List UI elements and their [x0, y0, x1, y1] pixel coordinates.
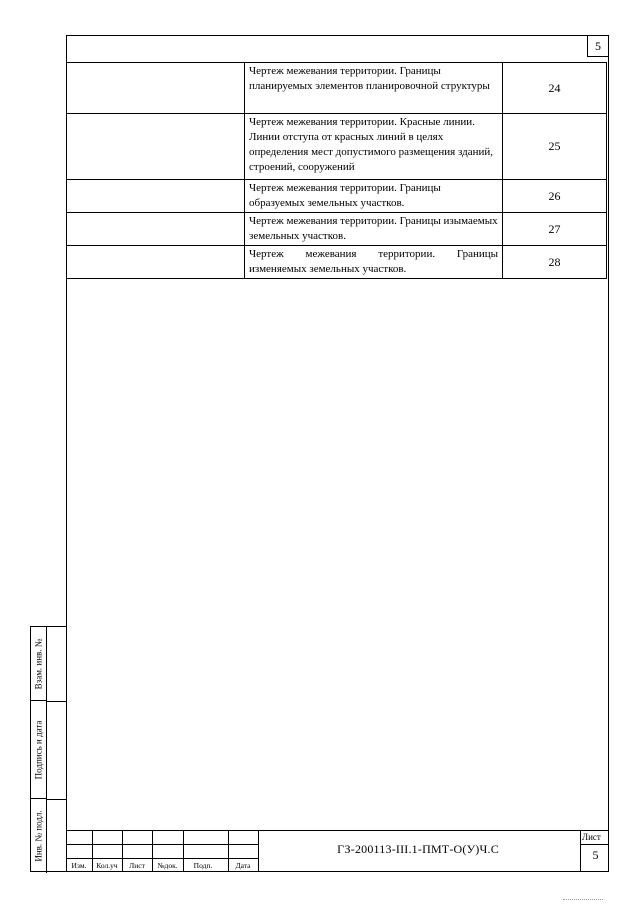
stamp-col-list: Лист: [129, 861, 145, 870]
row-page: 25: [503, 114, 607, 180]
scan-mark: [563, 899, 603, 900]
side-stamp: [30, 626, 66, 872]
sheet-number: 5: [592, 848, 599, 862]
stamp-col-izm: Изм.: [71, 861, 87, 870]
row-title: Чертеж межевания территории. Границы образуемых земельных участков.: [245, 180, 503, 213]
row-title: Чертеж межевания территории. Границы планируемых элементов планировочной структуры: [245, 63, 503, 114]
row-title: Чертеж межевания территории. Красные линии. Линии отступа от красных линий в целях определения мест допустимого размещения зданий, строений, сооружений: [245, 114, 503, 180]
contents-table: [66, 62, 607, 279]
side-cell-vzam: [31, 627, 47, 701]
table-row: [67, 114, 607, 180]
row-title: Чертеж межевания территории. Границы изымаемых земельных участков.: [245, 213, 503, 246]
row-page: 26: [503, 180, 607, 213]
title-block: [66, 830, 609, 872]
stamp-col-ndok: №док.: [157, 861, 178, 870]
row-title: Чертеж межевания территории. Границы изменяемых земельных участков.: [245, 246, 503, 279]
side-label-podpis: Подпись и дата: [33, 720, 44, 779]
stamp-col-podp: Подп.: [193, 861, 213, 870]
table-row: [67, 63, 607, 114]
document-code: ГЗ-200113-III.1-ПМТ-О(У)Ч.С: [337, 842, 499, 856]
table-row: [67, 180, 607, 213]
side-label-inv: Инв. № подл.: [33, 810, 44, 862]
side-cell-podpis: [31, 701, 47, 799]
sheet-label: Лист: [582, 832, 601, 842]
stamp-col-data: Дата: [235, 861, 251, 870]
row-page: 24: [503, 63, 607, 114]
stamp-col-kol: Кол.уч: [96, 861, 118, 870]
table-row: [67, 246, 607, 279]
side-label-vzam: Взам. инв. №: [33, 638, 44, 689]
page-number-top: 5: [587, 35, 609, 57]
row-page: 28: [503, 246, 607, 279]
table-row: [67, 213, 607, 246]
row-page: 27: [503, 213, 607, 246]
side-cell-inv: [31, 799, 47, 873]
